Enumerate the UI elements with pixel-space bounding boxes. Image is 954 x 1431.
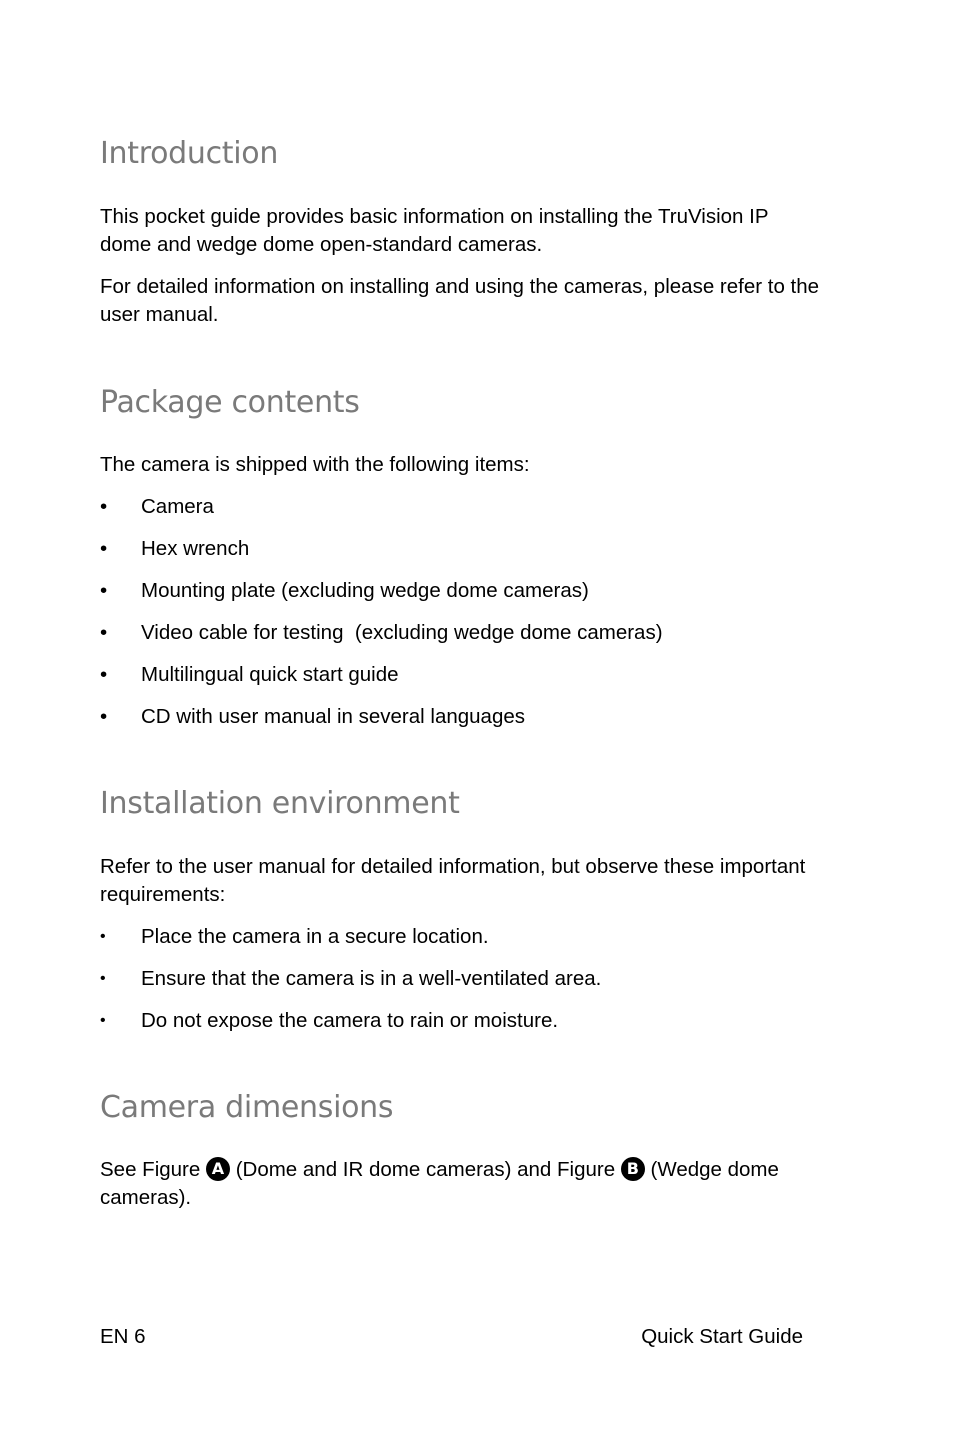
- dimensions-text-dome: (Dome and IR dome cameras) and Figure: [235, 1158, 616, 1181]
- introduction-heading: Introduction: [100, 136, 279, 171]
- package-item-quick-start-guide: Multilingual quick start guide: [141, 663, 399, 686]
- installation-environment-heading: Installation environment: [100, 786, 460, 821]
- requirement-no-rain: Do not expose the camera to rain or moisture.: [141, 1009, 559, 1032]
- package-contents-heading: Package contents: [100, 385, 360, 420]
- package-item-cd: CD with user manual in several languages: [141, 705, 526, 728]
- camera-dimensions-paragraph: [100, 1156, 820, 1212]
- figure-a-marker-icon: A: [206, 1157, 230, 1181]
- bullet-icon: •: [100, 928, 106, 945]
- bullet-icon: •: [100, 579, 108, 602]
- dimensions-text-wedge: (Wedge dome cameras).: [100, 1158, 779, 1209]
- bullet-icon: •: [100, 705, 108, 728]
- footer-page-number: EN 6: [100, 1325, 146, 1348]
- footer-document-title: Quick Start Guide: [641, 1325, 803, 1348]
- package-item-camera: Camera: [141, 495, 214, 518]
- bullet-icon: •: [100, 495, 108, 518]
- requirement-ventilated-area: Ensure that the camera is in a well-ventilated area.: [141, 967, 602, 990]
- package-item-hex-wrench: Hex wrench: [141, 537, 250, 560]
- installation-environment-intro: Refer to the user manual for detailed information, but observe these important requirements:: [100, 855, 806, 906]
- package-item-video-cable: Video cable for testing (excluding wedge dome cameras): [141, 621, 663, 644]
- dimensions-text-see-figure: See Figure: [100, 1158, 201, 1181]
- bullet-icon: •: [100, 663, 108, 686]
- figure-b-marker-icon: B: [621, 1157, 645, 1181]
- bullet-icon: •: [100, 621, 108, 644]
- package-contents-intro: The camera is shipped with the following items:: [100, 453, 530, 476]
- requirement-secure-location: Place the camera in a secure location.: [141, 925, 489, 948]
- camera-dimensions-heading: Camera dimensions: [100, 1090, 394, 1125]
- bullet-icon: •: [100, 537, 108, 560]
- package-item-mounting-plate: Mounting plate (excluding wedge dome cameras): [141, 579, 589, 602]
- bullet-icon: •: [100, 970, 106, 987]
- introduction-paragraph-2: For detailed information on installing and using the cameras, please refer to the user manual.: [100, 275, 820, 326]
- introduction-paragraph-1: This pocket guide provides basic information on installing the TruVision IP dome and wedge dome open-standard cameras.: [100, 205, 769, 256]
- bullet-icon: •: [100, 1012, 106, 1029]
